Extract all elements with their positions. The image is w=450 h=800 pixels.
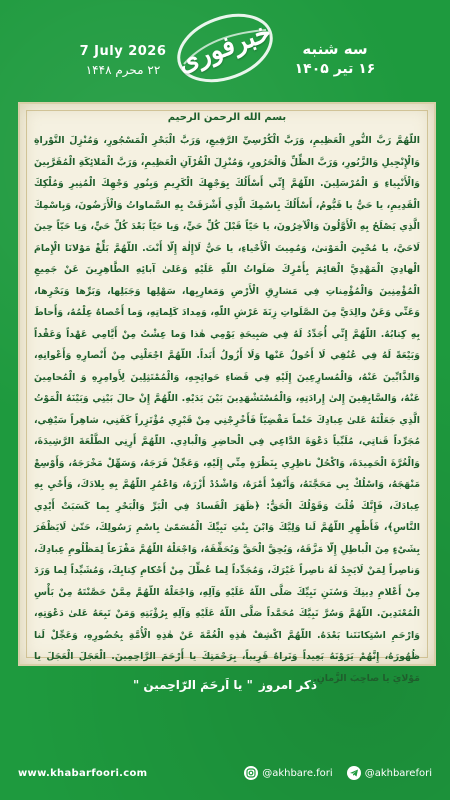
instagram-link[interactable] [244, 766, 332, 780]
social-links [244, 766, 432, 780]
instagram-icon [244, 766, 258, 780]
instagram-handle: @akhbare.fori [262, 767, 333, 779]
gregorian-date: 7 July 2026 [79, 44, 167, 59]
prayer-text: اللّهُمَّ رَبَّ النُّورِ الْعَظِيمِ، وَرَبَّ الْكُرْسِيِّ الرَّفِيعِ، وَرَبَّ الْبَحْرِ الْمَسْجُورِ، وَمُنْزِلَ التَّوْراةِ وَالْإِنْجِيلِ وَالزَّبُورِ، وَرَبَّ الظِّلِّ وَالْحَرُورِ، وَمُنْزِلَ الْقُرْآنِ الْعَظِيمِ، وَرَبَّ الْمَلائِكَةِ الْمُقَرَّبِينَ وَالْأَنْبِياءِ وَ الْمُرْسَلِينَ. اللّهُمَّ إِنِّي أَسْأَلُكَ بِوَجْهِكَ الْكَرِيمِ وَبِنُورِ وَجْهِكَ الْمُنِيرِ وَمُلْكِكَ الْقَدِيمِ، يا حَيُّ يا قَيُّومُ، أَسْأَلُكَ بِاسْمِكَ الَّذِي أَشْرَقَتْ بِهِ السَّماواتُ وَالْأَرَضُونَ، وَبِاسْمِكَ الَّذِي يَصْلَحُ بِهِ الْأَوَّلُونَ وَالْآخِرُونَ، يا حَيّاً قَبْلَ كُلِّ حَيٍّ، وَيا حَيّاً بَعْدَ كُلِّ حَيٍّ، وَيا حَيّاً حِينَ لَاحَيَّ، يا مُحْيِيَ الْمَوْتىٰ، وَمُمِيتَ الْأَحْياءِ، يا حَيُّ لَاإِلٰهَ إِلّا أَنْتَ. اللّهُمَّ بَلِّغْ مَوْلانَا الْإِمامَ الْهادِيَ الْمَهْدِيَّ الْقائِمَ بِأَمْرِكَ صَلَواتُ اللّهِ عَلَيْهِ وَعَلىٰ آبائِهِ الطَّاهِرِينَ عَنْ جَمِيعِ الْمُؤْمِنِينَ وَالْمُؤْمِناتِ فِي مَشارِقِ الْأَرْضِ وَمَغارِبِها، سَهْلِها وَجَبَلِها، وَبَرِّها وَبَحْرِها، وَعَنِّي وَعَنْ والِدَيَّ مِنَ الصَّلَواتِ زِنَةَ عَرْشِ اللّهِ، وَمِدادَ كَلِماتِهِ، وَما أَحْصاهُ عِلْمُهُ، وَأَحاطَ بِهِ كِتابُهُ. اللّهُمَّ إِنِّي أُجَدِّدُ لَهُ فِي صَبِيحَةِ يَوْمِي هٰذا وَما عِشْتُ مِنْ أَيَّامِي عَهْداً وَعَقْداً وَبَيْعَةً لَهُ فِي عُنُقِي لَا أَحُولُ عَنْها وَلَا أَزُولُ أَبَداً. اللّهُمَّ اجْعَلْنِي مِنْ أَنْصارِهِ وَأَعْوانِهِ، وَالذَّابِّينَ عَنْهُ، وَالْمُسارِعِينَ إِلَيْهِ فِي قَضاءِ حَوائِجِهِ، وَالْمُمْتَثِلِينَ لِأَوامِرِهِ وَ الْمُحامِينَ عَنْهُ، وَالسَّابِقِينَ إِلىٰ إِرادَتِهِ، وَالْمُسْتَشْهَدِينَ بَيْنَ يَدَيْهِ. اللّهُمَّ إِنْ حالَ بَيْنِي وَبَيْنَهُ الْمَوْتُ الَّذِي جَعَلْتَهُ عَلىٰ عِبادِكَ حَتْماً مَقْضِيّاً فَأَخْرِجْنِي مِنْ قَبْرِي مُؤْتَزِراً كَفَنِي، شاهِراً سَيْفِي، مُجَرِّداً قَناتِي، مُلَبِّياً دَعْوَةَ الدَّاعِي فِي الْحاضِرِ وَالْبادِي. اللّهُمَّ أَرِنِي الطَّلْعَةَ الرَّشِيدَةَ، وَالْغُرَّةَ الْحَمِيدَةَ، وَاكْحُلْ ناظِرِي بِنَظْرَةٍ مِنِّي إِلَيْهِ، وَعَجِّلْ فَرَجَهُ، وَسَهِّلْ مَخْرَجَهُ، وَأَوْسِعْ مَنْهَجَهُ، وَاسْلُكْ بِي مَحَجَّتَهُ، وَأَنْفِذْ أَمْرَهُ، وَاشْدُدْ أَزْرَهُ، وَاعْمُرِ اللّهُمَّ بِهِ بِلادَكَ، وَأَحْيِ بِهِ عِبادَكَ، فَإِنَّكَ قُلْتَ وَقَوْلُكَ الْحَقُّ: ﴿ظَهَرَ الْفَسادُ فِي الْبَرِّ وَالْبَحْرِ بِما كَسَبَتْ أَيْدِي النَّاسِ﴾، فَأَظْهِرِ اللّهُمَّ لَنا وَلِيَّكَ وَابْنَ بِنْتِ نَبِيِّكَ الْمُسَمّىٰ بِاسْمِ رَسُولِكَ، حَتّىٰ لَايَظْفَرَ بِشَيْءٍ مِنَ الْباطِلِ إِلّا مَزَّقَهُ، وَيُحِقَّ الْحَقَّ وَيُحَقِّقَهُ، وَاجْعَلْهُ اللّهُمَّ مَفْزَعاً لِمَظْلُومِ عِبادِكَ، وَناصِراً لِمَنْ لَايَجِدُ لَهُ ناصِراً غَيْرَكَ، وَمُجَدِّداً لِما عُطِّلَ مِنْ أَحْكامِ كِتابِكَ، وَمُشَيِّداً لِما وَرَدَ مِنْ أَعْلامِ دِينِكَ وَسُنَنِ نَبِيِّكَ صَلَّى اللّهُ عَلَيْهِ وَآلِهِ، وَاجْعَلْهُ اللّهُمَّ مِمَّنْ حَصَّنْتَهُ مِنْ بَأْسِ الْمُعْتَدِينَ. اللّهُمَّ وَسُرَّ نَبِيَّكَ مُحَمَّداً صَلَّى اللّهُ عَلَيْهِ وَآلِهِ بِرُؤْيَتِهِ وَمَنْ تَبِعَهُ عَلىٰ دَعْوَتِهِ، وَارْحَمِ اسْتِكانَتَنا بَعْدَهُ. اللّهُمَّ اكْشِفْ هٰذِهِ الْغُمَّةَ عَنْ هٰذِهِ الْأُمَّةِ بِحُضُورِهِ، وَعَجِّلْ لَنا ظُهُورَهُ، إِنَّهُمْ يَرَوْنَهُ بَعِيداً وَنَراهُ قَرِيباً، بِرَحْمَتِكَ يا أَرْحَمَ الرَّاحِمِينَ. الْعَجَلَ الْعَجَلَ يا مَوْلايَ يا صاحِبَ الزَّمانِ. [34, 135, 420, 684]
telegram-link[interactable] [347, 766, 432, 780]
footer [18, 760, 432, 786]
bismillah-heading: بسم الله الرحمن الرحیم [167, 112, 287, 123]
hijri-date: ۲۲ محرم ۱۴۴۸ [85, 63, 161, 77]
prayer-card [18, 102, 436, 684]
persian-date: ۱۶ تیر ۱۴۰۵ [294, 61, 376, 77]
persian-date-block [275, 40, 395, 77]
website-link[interactable]: www.khabarfoori.com [18, 767, 148, 779]
zikr-label: ذکر امروز [258, 678, 318, 692]
weekday: سه شنبه [302, 40, 368, 58]
zikr-text: " یا اَرحَمَ الرّاحِمین " [132, 678, 253, 692]
telegram-handle: @akhbarefori [364, 767, 432, 779]
telegram-icon [347, 766, 361, 780]
logo [170, 4, 280, 92]
logo-text: خبرفوری [174, 17, 276, 79]
daily-zikr [18, 667, 432, 703]
header [0, 0, 450, 105]
gregorian-date-block [58, 44, 188, 77]
